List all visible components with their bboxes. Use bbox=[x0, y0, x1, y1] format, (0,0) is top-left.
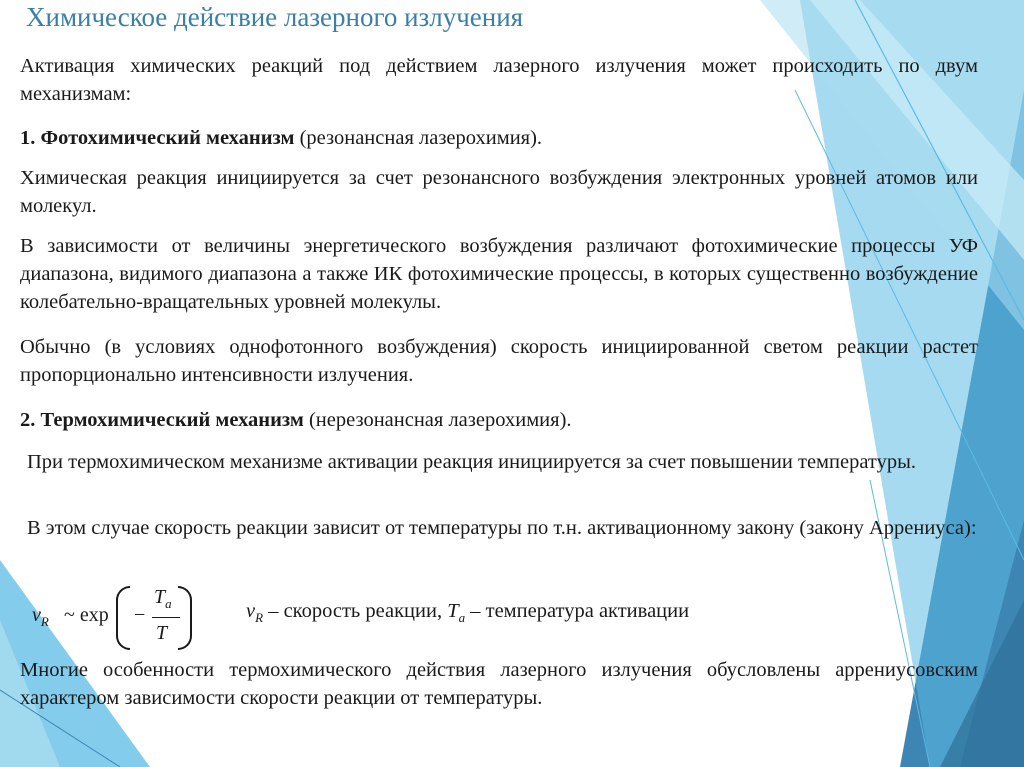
paragraph-arrhenius: В этом случае скорость реакции зависит от температуры по т.н. активационному закону (закону Аррениуса): bbox=[27, 517, 977, 539]
formula-legend: $v_R$ – скорость реакции, $T_a$ – температура активации bbox=[246, 600, 690, 626]
formula-paren-left bbox=[116, 586, 130, 650]
formula-fraction-line bbox=[152, 617, 180, 618]
formula-numerator: $T_a$ bbox=[154, 586, 172, 611]
formula-relation: ~ exp bbox=[64, 604, 109, 626]
formula-lhs: $v_R$ bbox=[32, 604, 49, 629]
mechanism-1-note: (резонансная лазерохимия). bbox=[294, 127, 543, 149]
mechanism-2-heading: 2. Термохимический механизм bbox=[20, 409, 304, 431]
paragraph-single-photon: Обычно (в условиях однофотонного возбуждения) скорость инициированной светом реакции растет пропорционально интенсивности излучения. bbox=[20, 336, 978, 386]
mechanism-1-heading: 1. Фотохимический механизм bbox=[20, 127, 295, 149]
paragraph-conclusion: Многие особенности термохимического действия лазерного излучения обусловлены аррениусовским характером зависимости скорости реакции от температуры. bbox=[20, 659, 978, 709]
arrhenius-formula bbox=[32, 582, 932, 652]
slide-title: Химическое действие лазерного излучения bbox=[26, 2, 524, 32]
paragraph-thermochem-desc: При термохимическом механизме активации реакция инициируется за счет повышении температуры. bbox=[27, 451, 917, 473]
formula-minus: − bbox=[134, 604, 146, 626]
formula-paren-right bbox=[178, 586, 192, 650]
paragraph-mechanism-1 bbox=[20, 124, 978, 152]
paragraph-photochem-desc: Химическая реакция инициируется за счет резонансного возбуждения электронных уровней атомов или молекул. bbox=[20, 167, 978, 217]
mechanism-2-note: (нерезонансная лазерохимия). bbox=[303, 409, 572, 431]
paragraph-intro: Активация химических реакций под действием лазерного излучения может происходить по двум механизмам: bbox=[20, 55, 978, 105]
paragraph-energy-ranges: В зависимости от величины энергетического возбуждения различают фотохимические процессы УФ диапазона, видимого диапазона а также ИК фотохимические процессы, в которых существенно возбуждение колебательно-вращательных уровней молекулы. bbox=[20, 235, 978, 313]
formula-denominator: T bbox=[156, 622, 168, 644]
paragraph-mechanism-2 bbox=[20, 406, 978, 434]
